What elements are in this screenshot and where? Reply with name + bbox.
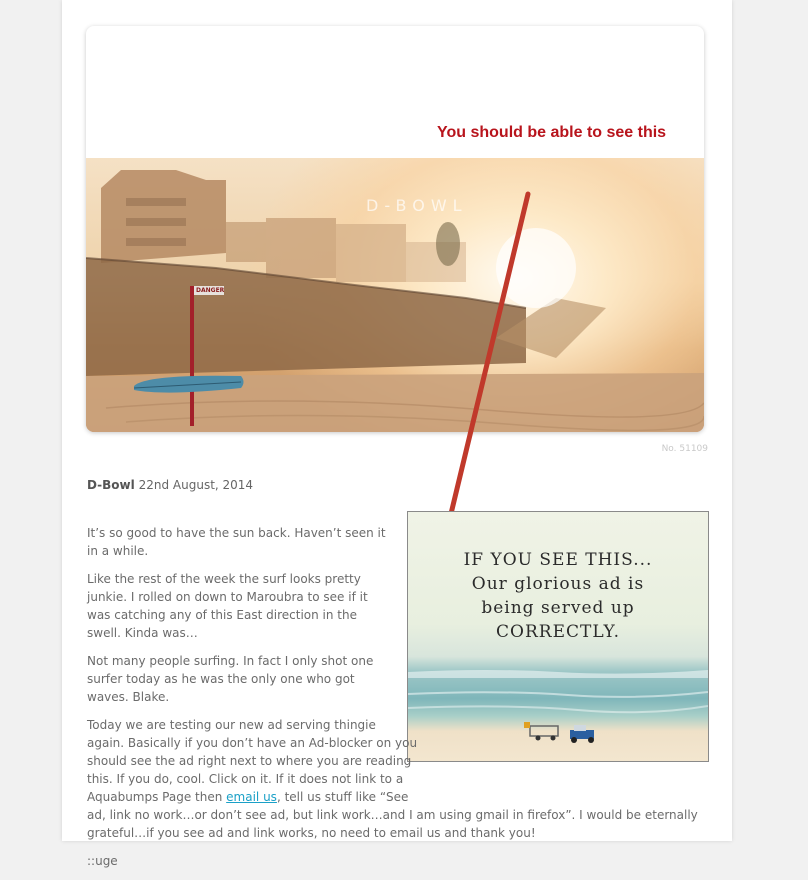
paragraph-3: Not many people surfing. In fact I only shot one surfer today as he was the only one who got waves. Blake. [87, 654, 374, 704]
p4-line: Today we are testing our new ad serving thingie [87, 718, 376, 732]
hero-watermark: D-BOWL [366, 196, 468, 215]
ad-line-4: CORRECTLY. [496, 622, 620, 642]
paragraph-2: Like the rest of the week the surf looks pretty junkie. I rolled on down to Maroubra to see if it was catching any of this East direction in the swell. Kinda was… [87, 572, 368, 640]
p4-line: this. If you do, cool. Click on it. If it does not link to a [87, 772, 404, 786]
paragraph-1: It’s so good to have the sun back. Haven’t seen it in a while. [87, 526, 386, 558]
post-date: 22nd August, 2014 [138, 478, 254, 492]
email-us-link[interactable]: email us [226, 790, 277, 804]
p4-line: , tell us stuff like “See [276, 790, 409, 804]
p4-line: should see the ad right next to where you are reading [87, 754, 412, 768]
paragraph-4 [87, 716, 707, 842]
signoff: ::uge [87, 854, 118, 868]
p4-line: again. Basically if you don’t have an Ad-blocker on you [87, 736, 418, 750]
ad-line-1: IF YOU SEE THIS... [463, 550, 653, 570]
p4-rest: ad, link no work…or don’t see ad, but link work…and I am using gmail in firefox”. I would be eternally grateful…if you see ad and link works, no need to email us and thank you! [87, 808, 698, 840]
post-body [87, 524, 707, 880]
post-header [87, 478, 253, 492]
p4-line: Aquabumps Page then [87, 790, 223, 804]
photo-number: No. 51109 [661, 444, 708, 454]
danger-sign-label: DANGER [196, 287, 225, 294]
ad-line-3: being served up [481, 598, 635, 618]
ad-line-2: Our glorious ad is [471, 574, 645, 594]
post-title: D-Bowl [87, 478, 135, 492]
ad-visibility-notice: You should be able to see this [437, 124, 667, 141]
